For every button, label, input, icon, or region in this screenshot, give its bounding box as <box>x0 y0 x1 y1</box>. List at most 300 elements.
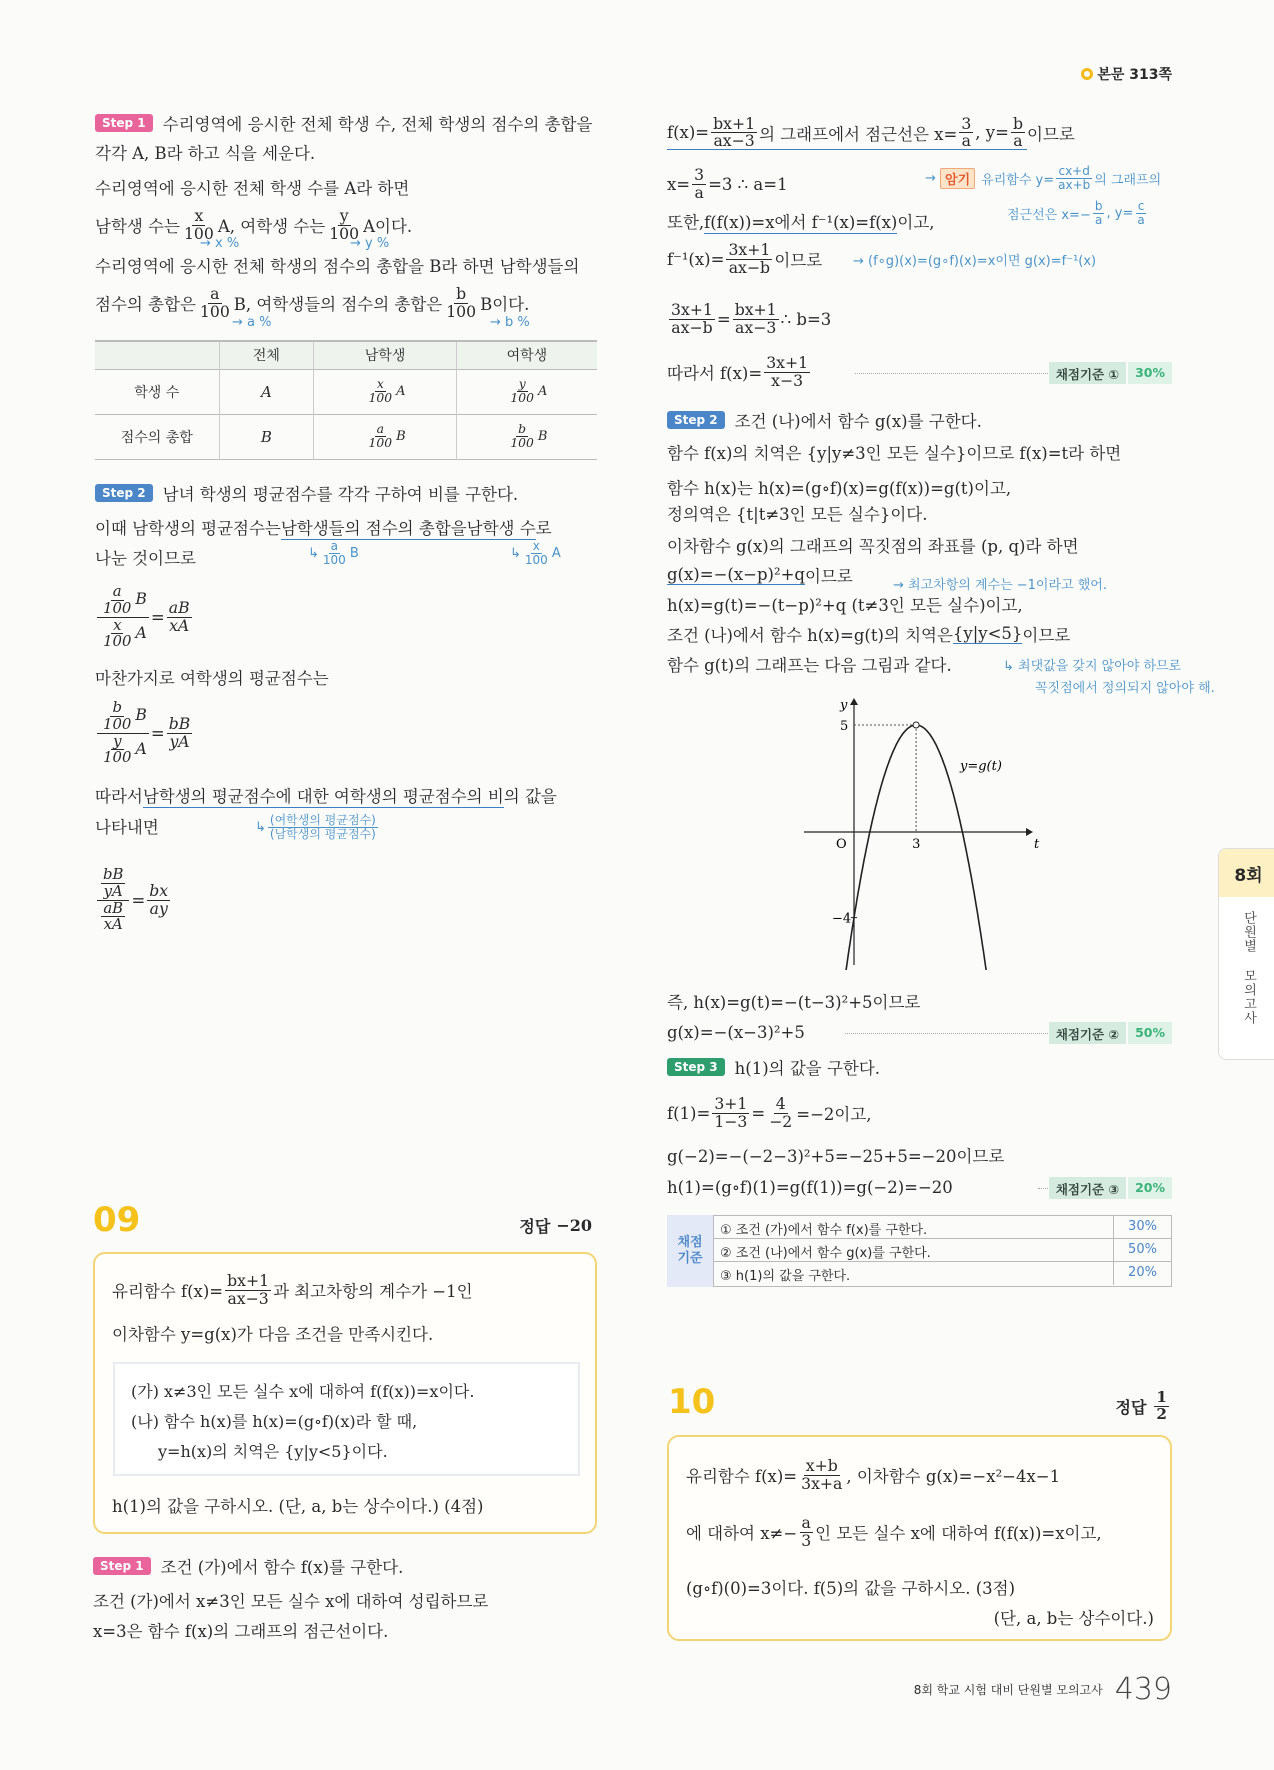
table-cell <box>456 369 597 414</box>
text-run: ∴ b=3 <box>780 309 832 329</box>
numerator: x <box>376 377 384 392</box>
text-run: A <box>135 738 147 758</box>
underlined-phrase <box>704 209 897 234</box>
denominator: 100 <box>524 552 548 567</box>
text-line: 수리영역에 응시한 전체 학생의 점수의 총합을 B라 하면 남학생들의 <box>95 257 580 276</box>
curve-label: y=g(t) <box>960 758 1002 774</box>
text-run: B <box>135 589 147 609</box>
answer <box>1116 1390 1172 1423</box>
denominator: 100 <box>368 436 393 450</box>
annotation <box>510 540 561 566</box>
score-label: 채점기준 ① <box>1049 362 1126 384</box>
numerator <box>97 700 149 733</box>
criteria-table <box>667 1215 1172 1287</box>
page-reference-text: 본문 313쪽 <box>1097 67 1172 83</box>
t-axis-arrow-icon <box>1026 828 1033 836</box>
header-cell: 남학생 <box>314 341 456 369</box>
text-run: = <box>131 890 146 910</box>
denominator: ax−3 <box>713 131 755 150</box>
underlined-phrase <box>667 113 1027 151</box>
text-line <box>95 283 529 323</box>
fraction <box>508 423 536 450</box>
numerator: x+b <box>805 1456 838 1476</box>
text-run: 이므로 <box>774 251 823 270</box>
text-run: 로 <box>535 519 552 538</box>
numerator: 3x+1 <box>671 300 713 320</box>
annotation: ↳ 최댓값을 갖지 않아야 하므로 <box>1003 659 1182 674</box>
summary-table <box>95 340 597 460</box>
answer-label: 정답 <box>1115 1397 1147 1417</box>
fraction <box>523 540 550 566</box>
text-run: 남학생의 평균점수에 대한 여학생의 평균점수의 비 <box>142 786 504 806</box>
circle-icon <box>1081 68 1093 80</box>
text-run: f⁻¹(x)= <box>667 249 725 269</box>
text-run: , 이차함수 g(x)=−x²−4x−1 <box>846 1467 1061 1486</box>
fraction <box>101 615 133 651</box>
text-run: =3 ∴ a=1 <box>708 174 788 194</box>
text-run: = <box>716 309 731 329</box>
denominator: 100 <box>199 301 230 321</box>
numerator <box>97 584 149 617</box>
t-tick-label: 3 <box>912 837 921 852</box>
text-run: x= <box>667 174 691 194</box>
step-title: 수리영역에 응시한 전체 학생 수, 전체 학생의 점수의 총합을 <box>162 115 593 134</box>
fraction <box>726 242 772 276</box>
fraction <box>367 423 395 450</box>
text-line: 마찬가지로 여학생의 평균점수는 <box>95 669 329 688</box>
table-cell <box>314 369 456 414</box>
numerator: x <box>532 539 540 553</box>
memo-text <box>981 165 1161 191</box>
fraction <box>167 600 192 634</box>
text-run: , y= <box>1106 205 1134 221</box>
fraction <box>767 1096 794 1130</box>
text-run: = <box>751 1103 766 1123</box>
score-percent: 30% <box>1128 362 1172 384</box>
fraction <box>799 1458 844 1492</box>
text-run: B <box>135 705 147 725</box>
criteria-pct: 30% <box>1113 1216 1171 1238</box>
denominator: ax+b <box>1058 177 1091 192</box>
underlined-phrase <box>667 565 805 585</box>
footer-title: 8회 학교 시험 대비 단원별 모의고사 <box>913 1683 1103 1697</box>
denominator: xA <box>169 615 190 635</box>
fraction <box>97 700 149 766</box>
score-badge <box>1049 1177 1172 1199</box>
denominator: −2 <box>769 1111 793 1131</box>
text-run: B이다. <box>480 295 530 314</box>
text-line: 나타내면 <box>95 818 159 837</box>
text-run: 의 그래프의 <box>1094 172 1162 188</box>
open-vertex-point <box>913 722 919 728</box>
text-run: 남학생들의 점수의 총합을 <box>280 518 467 538</box>
row-label <box>95 369 219 414</box>
step-title-cont: 각각 A, B라 하고 식을 세운다. <box>95 144 316 163</box>
underlined-phrase <box>467 515 536 540</box>
numerator: a <box>376 422 384 437</box>
answer-value: −20 <box>556 1216 592 1235</box>
condition: y=h(x)의 치역은 {y|y<5}이다. <box>158 1441 388 1461</box>
text-line: g(x)=−(x−3)²+5 <box>667 1022 805 1042</box>
table-row <box>95 414 597 459</box>
denominator: a <box>1094 212 1103 227</box>
fraction <box>101 731 133 767</box>
criteria-text: ③ h(1)의 값을 구한다. <box>720 1269 851 1284</box>
text-line <box>667 164 788 204</box>
annotation <box>255 814 380 840</box>
fraction <box>198 286 232 320</box>
denominator: 100 <box>510 391 534 405</box>
text-run: ↳ <box>510 545 521 561</box>
text-run: 의 값을 <box>503 787 557 806</box>
text-line: 조건 (가)에서 x≠3인 모든 실수 x에 대하여 성립하므로 <box>93 1592 489 1611</box>
text-run: B <box>260 427 272 446</box>
underlined-phrase <box>953 624 1023 644</box>
arrow-icon: → <box>925 170 941 186</box>
criteria-pct: 50% <box>1113 1239 1171 1261</box>
t-axis-label: t <box>1034 837 1040 852</box>
denominator: 1−3 <box>714 1111 748 1131</box>
denominator: 100 <box>103 748 132 767</box>
criteria-pct: 20% <box>1113 1262 1171 1285</box>
text-run: 유리함수 y= <box>981 172 1055 188</box>
fraction <box>764 355 810 389</box>
text-line <box>667 1093 872 1133</box>
fraction <box>669 302 715 336</box>
page-reference <box>1081 64 1172 84</box>
numerator: x <box>113 615 122 634</box>
text-line: 함수 h(x)는 h(x)=(g∘f)(x)=g(f(x))=g(t)이고, <box>667 479 1012 498</box>
text-run: 인 모든 실수 x에 대하여 f(f(x))=x이고, <box>815 1524 1102 1543</box>
denominator <box>97 898 129 934</box>
header-cell: 여학생 <box>506 348 548 365</box>
denominator: xA <box>103 915 123 934</box>
answer <box>519 1214 592 1237</box>
equation <box>95 865 172 935</box>
question-number: 09 <box>93 1200 141 1240</box>
text-run: 이므로 <box>1026 125 1075 144</box>
text-run: 과 최고차항의 계수가 −1인 <box>273 1282 473 1301</box>
side-tab-round: 8회 <box>1219 849 1274 897</box>
dotted-leader <box>855 373 1060 374</box>
fraction <box>959 113 973 150</box>
text-run: A이다. <box>363 217 413 236</box>
text-run: g(x)=−(x−p)²+q <box>667 565 805 584</box>
annotation <box>308 540 359 566</box>
text-line: 함수 f(x)의 치역은 {y|y≠3인 모든 실수}이므로 f(x)=t라 하면 <box>667 444 1122 463</box>
fraction <box>321 540 348 566</box>
page-number: 439 <box>1114 1672 1172 1707</box>
numerator: b <box>1012 113 1023 133</box>
numerator: x <box>194 206 204 226</box>
text-run: f(1)= <box>667 1103 711 1123</box>
text-run: = <box>150 723 165 743</box>
fraction <box>1056 165 1092 191</box>
text-line: 즉, h(x)=g(t)=−(t−3)²+5이므로 <box>667 993 921 1012</box>
denominator <box>97 615 149 651</box>
score-badge <box>1049 362 1172 384</box>
text-run: B <box>396 429 406 444</box>
question-text <box>112 1270 473 1310</box>
condition: (나) 함수 h(x)를 h(x)=(g∘f)(x)라 할 때, <box>131 1411 418 1431</box>
numerator: b <box>112 698 122 717</box>
condition: (가) x≠3인 모든 실수 x에 대하여 f(f(x))=x이다. <box>131 1381 475 1401</box>
side-tab-title: 단원별 모의고사 <box>1241 911 1256 1025</box>
text-run: ↳ <box>308 545 319 561</box>
question-text <box>686 1455 1060 1495</box>
denominator: x−3 <box>771 370 804 390</box>
text-run: A <box>396 384 406 399</box>
step-badge: Step 1 <box>93 1557 151 1575</box>
side-tab[interactable] <box>1218 848 1274 1060</box>
fraction <box>101 898 125 934</box>
numerator: a <box>330 539 339 553</box>
denominator: a <box>1137 212 1145 227</box>
denominator: 2 <box>1156 1404 1167 1423</box>
numerator: bB <box>168 714 191 734</box>
dotted-leader <box>845 1033 1060 1034</box>
step-title: h(1)의 값을 구한다. <box>734 1059 881 1078</box>
numerator: y <box>518 377 526 392</box>
text-line: 함수 g(t)의 그래프는 다음 그림과 같다. <box>667 656 952 675</box>
table-cell <box>219 414 314 459</box>
text-run: 에 대하여 x≠− <box>686 1524 798 1543</box>
step-badge: Step 1 <box>95 114 153 132</box>
annotation: → y % <box>350 236 390 251</box>
question-note: (단, a, b는 상수이다.) <box>993 1609 1154 1628</box>
denominator: a <box>694 182 704 202</box>
step-badge: Step 3 <box>667 1058 725 1076</box>
equation <box>95 582 194 651</box>
table-header-row <box>95 341 597 369</box>
numerator: b <box>1094 199 1103 213</box>
text-run: 이고, <box>897 213 935 232</box>
text-line <box>667 113 1075 153</box>
numerator: a <box>112 582 122 601</box>
question-text: 이차함수 y=g(x)가 다음 조건을 만족시킨다. <box>112 1325 434 1344</box>
text-line: h(1)=(g∘f)(1)=g(f(1))=g(−2)=−20 <box>667 1177 953 1197</box>
y-axis-label: y <box>840 698 848 713</box>
score-percent: 20% <box>1128 1177 1172 1199</box>
criteria-row <box>714 1262 1171 1285</box>
text-run: A <box>551 545 561 561</box>
text-run: f(x)= <box>667 123 710 142</box>
text-run: {y|y<5} <box>952 624 1023 643</box>
numerator: 4 <box>775 1094 786 1114</box>
denominator: a <box>1013 131 1023 150</box>
text-line: 정의역은 {t|t≠3인 모든 실수}이다. <box>667 505 928 524</box>
text-run: =−2이고, <box>796 1105 872 1124</box>
score-badge <box>1049 1022 1172 1044</box>
text-run: A <box>537 384 548 399</box>
denominator: (남학생의 평균점수) <box>269 826 376 841</box>
fraction <box>147 883 170 917</box>
y-tick-label: −4 <box>832 911 852 927</box>
numerator: c <box>1137 199 1145 213</box>
denominator: yA <box>169 731 190 751</box>
text-run: 이때 남학생의 평균점수는 <box>95 519 281 538</box>
fraction <box>225 1273 271 1307</box>
numerator: bB <box>103 865 124 884</box>
criteria-text: ② 조건 (나)에서 함수 g(x)를 구한다. <box>720 1246 931 1261</box>
y-tick-label: 5 <box>840 719 849 734</box>
answer-label: 정답 <box>519 1217 551 1236</box>
numerator: bx+1 <box>227 1271 270 1291</box>
text-run: A <box>135 622 147 642</box>
criteria-text: ① 조건 (가)에서 함수 f(x)를 구한다. <box>720 1223 928 1238</box>
text-line: x=3은 함수 f(x)의 그래프의 점근선이다. <box>93 1622 389 1641</box>
origin-label: O <box>836 837 847 852</box>
text-run: B, 여학생들의 점수의 총합은 <box>233 295 443 314</box>
step-title: 조건 (나)에서 함수 g(x)를 구한다. <box>734 412 982 431</box>
fraction <box>1011 113 1025 150</box>
text-run: 따라서 <box>95 787 143 806</box>
text-line: 나눈 것이므로 <box>95 549 196 568</box>
numerator: y <box>339 206 349 226</box>
fraction <box>692 167 706 201</box>
text-run: 남학생 수 <box>466 518 536 538</box>
text-run: 따라서 f(x)= <box>667 364 763 383</box>
denominator: yA <box>103 881 123 900</box>
fraction <box>101 700 133 732</box>
row-label <box>95 414 219 459</box>
question-number: 10 <box>668 1382 716 1422</box>
step3-heading <box>667 1047 880 1087</box>
text-line: 이차함수 g(x)의 그래프의 꼭짓점의 좌표를 (p, q)라 하면 <box>667 537 1079 556</box>
numerator: 3+1 <box>714 1094 748 1114</box>
text-run: 의 그래프에서 점근선은 x= <box>759 124 958 144</box>
score-percent: 50% <box>1128 1022 1172 1044</box>
text-run: = <box>150 607 165 627</box>
fraction <box>799 1515 813 1549</box>
fraction <box>711 113 757 150</box>
numerator: a <box>210 284 220 304</box>
question-text <box>686 1512 1102 1552</box>
denominator: 100 <box>183 223 214 243</box>
criteria-rows <box>713 1215 1172 1287</box>
text-run: 유리함수 f(x)= <box>112 1282 224 1301</box>
text-run: 점근선은 x=− <box>1007 207 1091 223</box>
text-line <box>667 352 812 392</box>
denominator: 100 <box>103 632 132 651</box>
text-run: 남학생 수는 <box>95 217 180 236</box>
denominator: a <box>961 131 971 150</box>
text-run: B <box>349 545 359 561</box>
memo-annotation <box>925 165 1161 191</box>
numerator: bx+1 <box>734 300 777 320</box>
text-run: 유리함수 f(x)= <box>686 1467 798 1486</box>
denominator: ax−3 <box>735 317 777 337</box>
text-run: B <box>537 429 548 444</box>
numerator: 3x+1 <box>766 353 809 373</box>
denominator: ax−b <box>728 257 771 277</box>
fraction <box>97 867 129 933</box>
fraction <box>367 378 395 405</box>
fraction <box>268 814 378 840</box>
denominator: 100 <box>510 436 534 450</box>
denominator: 100 <box>103 714 132 733</box>
numerator: a <box>801 1513 811 1533</box>
header-cell: 전체 <box>219 341 314 369</box>
numerator: 3x+1 <box>728 240 771 260</box>
table-row <box>95 369 597 414</box>
equation <box>95 698 194 767</box>
fraction <box>733 302 779 336</box>
text-line: h(x)=g(t)=−(t−p)²+q (t≠3인 모든 실수)이고, <box>667 596 1023 615</box>
numerator: 1 <box>1156 1388 1167 1406</box>
step-title: 조건 (가)에서 함수 f(x)를 구한다. <box>160 1558 404 1577</box>
step-badge: Step 2 <box>95 484 153 502</box>
denominator: 100 <box>103 598 132 617</box>
text-run: , y= <box>975 123 1009 142</box>
numerator: aB <box>168 598 190 618</box>
denominator: 3 <box>801 1530 812 1550</box>
numerator: aB <box>103 898 124 917</box>
denominator: 100 <box>329 223 360 243</box>
question-prompt: h(1)의 값을 구하시오. (단, a, b는 상수이다.) (4점) <box>112 1497 484 1516</box>
text-run: 이므로 <box>1022 626 1071 645</box>
numerator: y <box>113 731 122 750</box>
annotation: → 최고차항의 계수는 −1이라고 했어. <box>893 578 1107 593</box>
denominator <box>97 731 149 767</box>
score-label: 채점기준 ② <box>1049 1022 1126 1044</box>
question-text: (g∘f)(0)=3이다. f(5)의 값을 구하시오. (3점) <box>686 1579 1016 1598</box>
text-line: g(−2)=−(−2−3)²+5=−25+5=−20이므로 <box>667 1147 1005 1166</box>
text-line <box>667 239 822 279</box>
denominator: 3x+a <box>801 1473 843 1493</box>
numerator <box>97 867 129 900</box>
denominator: ay <box>149 898 168 918</box>
text-line <box>667 299 831 339</box>
fraction <box>508 378 536 405</box>
denominator: 100 <box>368 391 393 405</box>
parabola-graph <box>790 695 1050 970</box>
annotation: → a % <box>232 315 272 330</box>
fraction <box>97 584 149 650</box>
memo-annotation <box>1007 200 1149 226</box>
numerator: bx+1 <box>713 113 756 133</box>
text-run: 점수의 총합은 <box>95 295 196 314</box>
numerator: b <box>518 422 527 437</box>
numerator: 3 <box>694 165 705 185</box>
fraction <box>444 286 478 320</box>
text-line <box>667 201 935 241</box>
fraction <box>712 1096 749 1130</box>
memo-tag: 암기 <box>940 168 975 189</box>
denominator: 100 <box>446 301 477 321</box>
score-label: 채점기준 ③ <box>1049 1177 1126 1199</box>
text-run: 점수의 총합 <box>120 429 193 446</box>
criteria-label-line: 기준 <box>677 1251 703 1266</box>
numerator: b <box>456 284 467 304</box>
fraction <box>1135 200 1146 226</box>
criteria-row <box>714 1216 1171 1239</box>
underlined-phrase <box>143 783 504 808</box>
text-run: 이므로 <box>804 567 853 586</box>
text-line: 수리영역에 응시한 전체 학생 수를 A라 하면 <box>95 179 410 198</box>
numerator: cx+d <box>1058 164 1090 178</box>
numerator: 3 <box>961 113 972 133</box>
table-cell <box>219 369 314 414</box>
text-run: A <box>261 382 272 401</box>
underlined-phrase <box>281 515 467 540</box>
step-title: 남녀 학생의 평균점수를 각각 구하여 비를 구한다. <box>162 485 519 504</box>
fraction <box>167 716 193 750</box>
fraction <box>101 867 125 899</box>
criteria-row <box>714 1239 1171 1262</box>
criteria-label <box>667 1215 713 1287</box>
annotation: → (f∘g)(x)=(g∘f)(x)=x이면 g(x)=f⁻¹(x) <box>853 254 1097 269</box>
